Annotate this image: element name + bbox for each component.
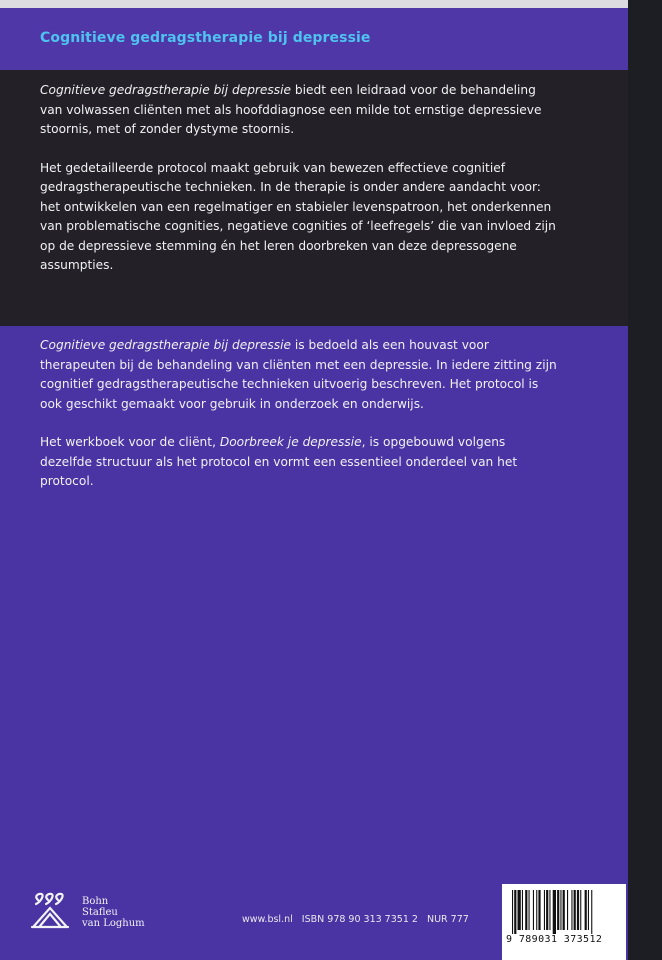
website-link[interactable]: www.bsl.nl bbox=[242, 914, 293, 925]
workbook-text-after: , is opgebouwd volgens dezelfde structuur als het protocol en vormt een essentieel onderdeel van het protocol. bbox=[40, 435, 518, 488]
book-title: Cognitieve gedragstherapie bij depressie bbox=[40, 30, 371, 46]
workbook-paragraph bbox=[40, 433, 560, 492]
isbn-text: ISBN 978 90 313 7351 2 bbox=[301, 914, 418, 925]
purpose-text: is bedoeld als een houvast voor therapeuten bij de behandeling van cliënten met een depressie. In iedere zitting zijn cognitief gedragstherapeutische technieken uitvoerig beschreven. Het protocol is ook geschikt gemaakt voor gebruik in onderzoek en onderwijs. bbox=[40, 338, 557, 411]
publication-info bbox=[242, 914, 475, 925]
description-block-1 bbox=[40, 81, 560, 295]
spine-strip bbox=[628, 0, 662, 960]
intro-paragraph bbox=[40, 81, 560, 140]
publisher-name bbox=[82, 896, 145, 929]
publisher-name-line-3: van Loghum bbox=[82, 918, 145, 929]
workbook-text-before: Het werkboek voor de cliënt, bbox=[40, 435, 220, 449]
publisher-name-line-2: Stafleu bbox=[82, 907, 118, 918]
purpose-paragraph bbox=[40, 336, 560, 414]
barcode bbox=[502, 884, 626, 960]
workbook-italic-title: Doorbreek je depressie bbox=[219, 435, 362, 449]
publisher-logo-icon bbox=[30, 890, 70, 930]
publisher-mark bbox=[30, 890, 190, 934]
barcode-bars-icon bbox=[510, 890, 620, 934]
publisher-name-line-1: Bohn bbox=[82, 896, 109, 907]
title-band bbox=[0, 8, 628, 70]
barcode-digits: 9 789031 373512 bbox=[506, 934, 603, 945]
description-block-2 bbox=[40, 336, 560, 511]
intro-italic-title: Cognitieve gedragstherapie bij depressie bbox=[40, 83, 292, 97]
purpose-italic-title: Cognitieve gedragstherapie bij depressie bbox=[40, 338, 292, 352]
protocol-paragraph: Het gedetailleerde protocol maakt gebruik van bewezen effectieve cognitief gedragstherapeutische technieken. In de therapie is onder andere aandacht voor: het ontwikkelen van een regelmatiger en stabieler levenspatroon, het onderkennen van problematische cognities, negatieve cognities of ‘leefregels’ die van invloed zijn op de depressieve stemming én het leren doorbreken van deze depressogene assumpties. bbox=[40, 160, 556, 272]
top-edge bbox=[0, 0, 628, 8]
nur-code: NUR 777 bbox=[426, 914, 469, 925]
intro-text: biedt een leidraad voor de behandeling van volwassen cliënten met als hoofddiagnose een milde tot ernstige depressieve stoornis, met of zonder dystyme stoornis. bbox=[40, 83, 542, 136]
